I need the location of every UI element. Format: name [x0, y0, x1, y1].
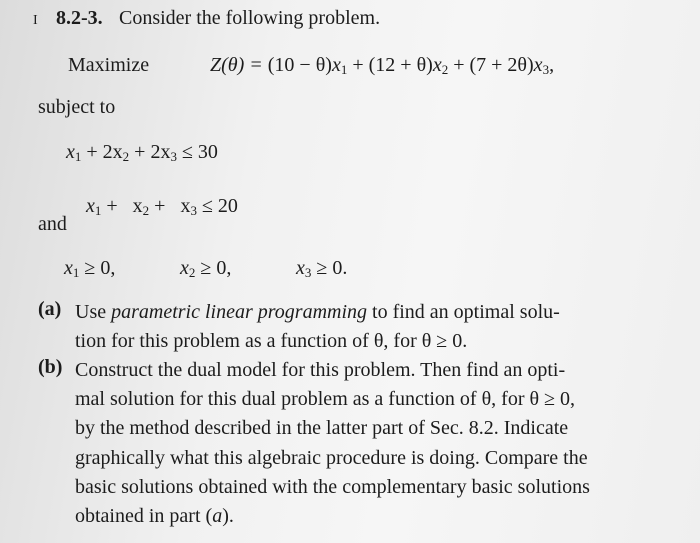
constraint-2 [66, 170, 238, 242]
part-a-line-2: tion for this problem as a function of θ, for θ ≥ 0. [75, 330, 468, 353]
text-span: to find an optimal solu- [367, 301, 560, 323]
nonneg-rel: ≥ 0. [311, 257, 348, 279]
constraint-term: + 2x [129, 141, 171, 163]
nonneg-rel: ≥ 0, [79, 257, 116, 279]
constraint-sub: 1 [74, 149, 82, 164]
objective-coef-2: + (12 + θ) [347, 54, 433, 76]
subject-to-label: subject to [38, 96, 116, 118]
margin-marker: I [33, 13, 38, 28]
objective-function [210, 53, 554, 77]
sub-1: 1 [340, 62, 348, 77]
constraint-sub: 2 [122, 149, 130, 164]
part-b-line-2: mal solution for this dual problem as a function of θ, for θ ≥ 0, [75, 388, 576, 411]
constraint-var: x [86, 195, 95, 217]
var-x2: x [432, 54, 442, 76]
part-b-line-4: graphically what this algebraic procedure is doing. Compare the [75, 446, 588, 469]
part-b-line-6 [75, 502, 675, 531]
part-b-line-3: by the method described in the latter part of Sec. 8.2. Indicate [75, 417, 569, 440]
emphasis-text: a [212, 505, 223, 528]
part-a-line-1 [75, 298, 675, 327]
and-label: and [38, 213, 67, 235]
text-span: ). [222, 505, 234, 528]
nonneg-var: x [64, 257, 73, 279]
var-x1: x [331, 54, 341, 76]
nonneg-var: x [296, 257, 305, 279]
objective-lhs: Z(θ) = [210, 54, 268, 76]
constraint-var: x [66, 141, 75, 163]
nonneg-sub: 2 [188, 265, 196, 280]
part-a-label: (a) [38, 298, 62, 320]
constraint-rhs: ≤ 30 [176, 141, 218, 163]
objective-coef-1: (10 − θ) [267, 54, 332, 76]
maximize-label: Maximize [68, 54, 150, 76]
emphasis-text: parametric linear programming [111, 301, 368, 323]
problem-number: 8.2-3. [56, 7, 103, 29]
constraint-sub: 1 [94, 203, 102, 218]
constraint-term: + 2x [81, 141, 123, 163]
nonneg-rel: ≥ 0, [195, 257, 232, 279]
nonneg-x2 [180, 256, 231, 280]
constraint-term: + x [101, 195, 143, 217]
part-a-text [75, 298, 675, 356]
constraint-term: + x [149, 195, 191, 217]
text-span: Use [75, 301, 112, 323]
part-b-label: (b) [38, 356, 63, 378]
nonneg-var: x [180, 257, 189, 279]
sub-2: 2 [441, 62, 449, 77]
objective-end: , [549, 54, 555, 76]
objective-coef-3: + (7 + 2θ) [448, 54, 534, 76]
sub-3: 3 [542, 62, 550, 77]
constraint-sub: 2 [142, 203, 150, 218]
constraint-sub: 3 [170, 149, 177, 164]
nonneg-sub: 1 [72, 265, 80, 280]
problem-intro: Consider the following problem. [119, 7, 381, 29]
nonneg-sub: 3 [304, 265, 312, 280]
nonneg-x3 [296, 256, 347, 280]
nonneg-x1 [64, 256, 115, 280]
constraint-1 [66, 140, 218, 164]
constraint-rhs: ≤ 20 [196, 195, 238, 217]
text-span: obtained in part ( [75, 505, 213, 528]
part-b-text [75, 356, 675, 531]
constraint-sub: 3 [190, 203, 197, 218]
part-b-line-1: Construct the dual model for this problem. Then find an opti- [75, 359, 566, 381]
var-x3: x [533, 54, 543, 76]
part-b-line-5: basic solutions obtained with the complementary basic solutions [75, 475, 590, 498]
